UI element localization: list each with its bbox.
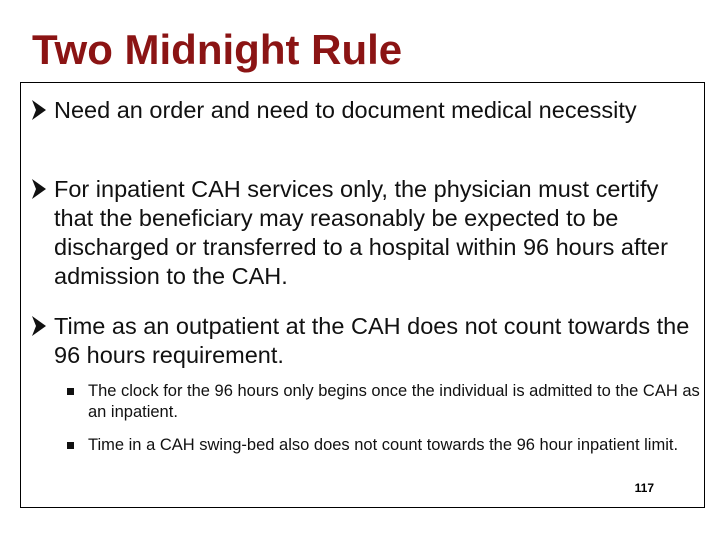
sub-bullet-text: Time in a CAH swing-bed also does not count towards the 96 hour inpatient limit. — [88, 436, 679, 454]
bullet-item — [21, 312, 701, 370]
sub-bullet-item — [21, 435, 701, 456]
arrowhead-bullet-icon — [31, 176, 47, 202]
sub-bullet-text: The clock for the 96 hours only begins once the individual is admitted to the CAH as an inpatient. — [88, 382, 700, 421]
square-bullet-icon — [67, 442, 74, 449]
arrowhead-bullet-icon — [31, 313, 47, 339]
slide-title: Two Midnight Rule — [32, 26, 403, 73]
square-bullet-icon — [67, 388, 74, 395]
bullet-text: For inpatient CAH services only, the physician must certify that the beneficiary may reasonably be expected to be discharged or transferred to a hospital within 96 hours after admission to the CAH. — [54, 176, 668, 289]
page-number: 117 — [634, 481, 654, 495]
arrowhead-bullet-icon — [31, 97, 47, 123]
sub-bullet-item — [21, 381, 701, 423]
bullet-item — [21, 96, 701, 125]
bullet-text: Time as an outpatient at the CAH does not count towards the 96 hours requirement. — [54, 313, 690, 368]
content-box — [20, 82, 705, 508]
bullet-item — [21, 175, 701, 291]
bullet-text: Need an order and need to document medical necessity — [54, 97, 637, 123]
